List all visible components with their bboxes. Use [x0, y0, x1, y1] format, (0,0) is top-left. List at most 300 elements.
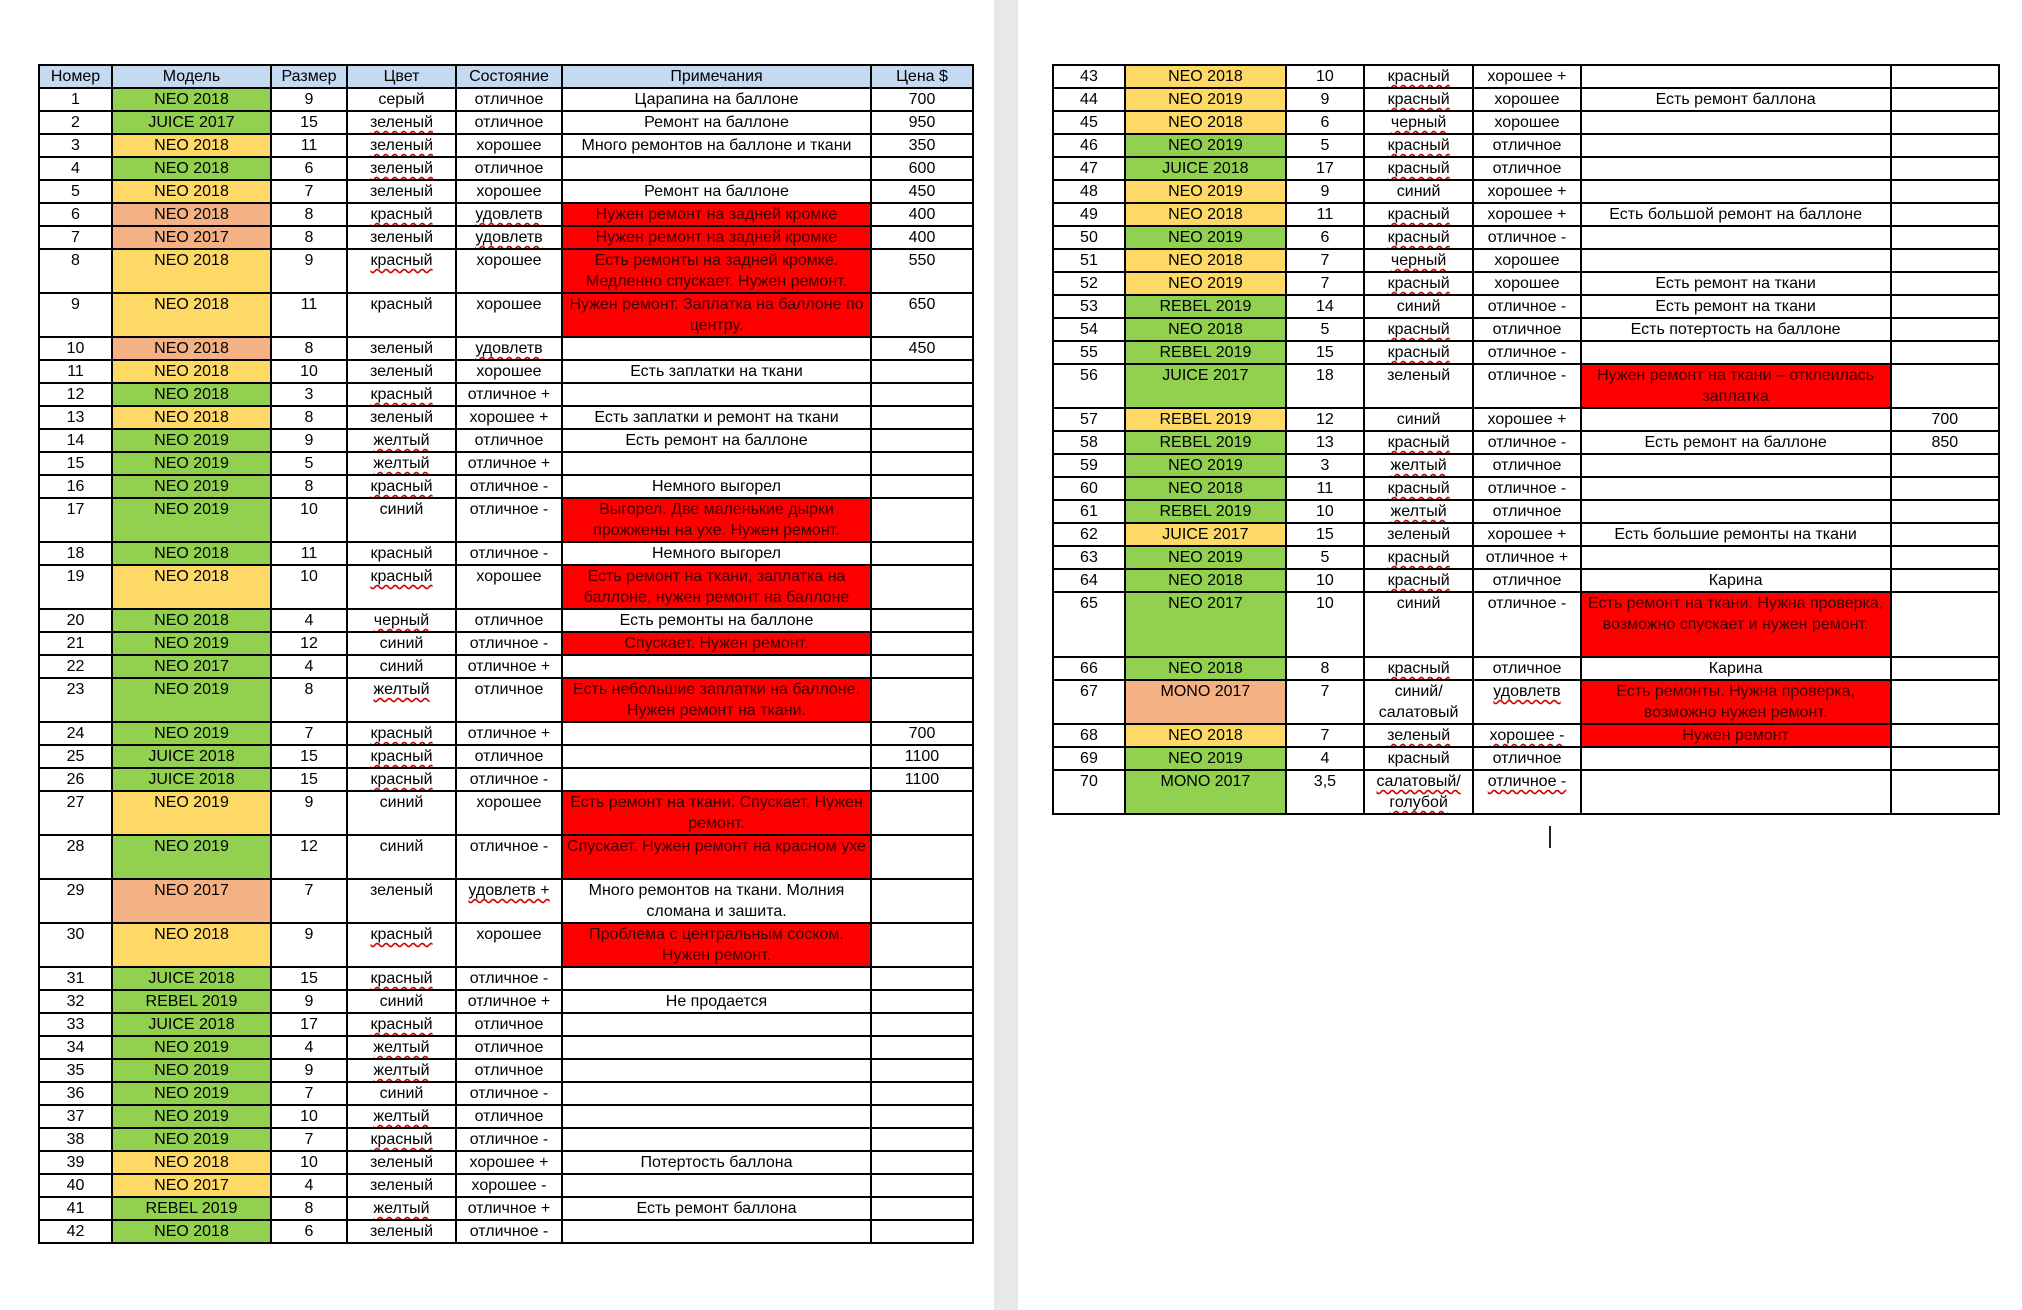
cell-number-text: 58 — [1080, 434, 1098, 451]
cell-price — [871, 609, 973, 632]
cell-condition — [456, 1082, 562, 1105]
cell-size — [1286, 724, 1364, 747]
cell-color — [347, 293, 456, 337]
cell-size-text: 15 — [300, 771, 318, 788]
cell-size — [1286, 680, 1364, 724]
cell-number — [39, 722, 112, 745]
cell-model — [1125, 569, 1286, 592]
cell-price-text: 700 — [1931, 411, 1959, 428]
cell-color — [347, 632, 456, 655]
cell-color-text: желтый — [1390, 503, 1447, 520]
cell-notes — [1581, 272, 1891, 295]
cell-price — [871, 791, 973, 835]
cell-color — [347, 542, 456, 565]
cell-number-text: 44 — [1080, 91, 1098, 108]
cell-color-text: зеленый — [369, 363, 434, 380]
cell-model — [1125, 500, 1286, 523]
cell-notes — [1581, 569, 1891, 592]
cell-size — [1286, 657, 1364, 680]
cell-model — [112, 1220, 271, 1243]
cell-notes — [1581, 111, 1891, 134]
cell-size-text: 5 — [1320, 137, 1330, 154]
table-row — [39, 791, 973, 835]
cell-model-text: NEO 2019 — [154, 838, 229, 855]
cell-condition-text: хорошее + — [469, 1154, 549, 1171]
cell-condition — [456, 475, 562, 498]
cell-number — [39, 226, 112, 249]
cell-color-text: красный — [370, 1131, 433, 1148]
cell-notes — [562, 722, 871, 745]
cell-color — [1364, 341, 1473, 364]
cell-number-text: 69 — [1080, 750, 1098, 767]
cell-number-text: 55 — [1080, 344, 1098, 361]
cell-size-text: 11 — [1316, 480, 1334, 497]
cell-condition-text: отличное - — [469, 838, 549, 855]
cell-size — [271, 429, 347, 452]
cell-condition-text: отличное - — [469, 501, 549, 518]
cell-model-text: NEO 2018 — [154, 206, 229, 223]
cell-color — [347, 111, 456, 134]
header-color: Цвет — [347, 65, 456, 88]
cell-model-text: NEO 2018 — [1168, 68, 1243, 85]
cell-number — [39, 1220, 112, 1243]
cell-size-text: 9 — [304, 91, 314, 108]
cell-color-text: красный — [370, 545, 433, 562]
cell-color — [347, 1128, 456, 1151]
cell-number — [1053, 770, 1125, 814]
cell-color-text: красный — [1387, 549, 1450, 566]
cell-number — [1053, 569, 1125, 592]
cell-color-text: зеленый — [1387, 727, 1451, 744]
cell-number-text: 51 — [1080, 252, 1098, 269]
cell-size — [271, 111, 347, 134]
cell-color — [347, 1036, 456, 1059]
cell-number-text: 40 — [66, 1177, 85, 1194]
cell-number — [39, 1197, 112, 1220]
cell-number-text: 57 — [1080, 411, 1098, 428]
cell-model — [112, 1197, 271, 1220]
cell-condition — [1473, 364, 1580, 408]
cell-notes — [1581, 226, 1891, 249]
cell-size-text: 7 — [304, 183, 314, 200]
cell-model — [112, 655, 271, 678]
cell-condition-text: хорошее - — [471, 1177, 547, 1194]
cell-condition — [456, 88, 562, 111]
cell-price — [871, 655, 973, 678]
cell-condition — [456, 967, 562, 990]
cell-size — [1286, 295, 1364, 318]
cell-color-text: синий — [1396, 411, 1441, 428]
cell-color — [347, 565, 456, 609]
cell-number — [39, 337, 112, 360]
cell-condition-text: отличное - — [469, 1131, 549, 1148]
cell-model-text: NEO 2018 — [1168, 572, 1243, 589]
table-row — [39, 1082, 973, 1105]
cell-number — [1053, 157, 1125, 180]
cell-number-text: 38 — [66, 1131, 85, 1148]
cell-price — [871, 360, 973, 383]
document-page-2 — [1018, 0, 2022, 1310]
cell-size-text: 9 — [304, 926, 314, 943]
cell-color-text: синий — [379, 1085, 424, 1102]
cell-number — [1053, 724, 1125, 747]
cell-number — [39, 452, 112, 475]
table-row — [39, 452, 973, 475]
cell-condition-text: хорошее — [1494, 252, 1560, 269]
table-row — [39, 429, 973, 452]
table-row — [1053, 408, 1999, 431]
cell-color — [1364, 770, 1473, 814]
cell-number — [39, 360, 112, 383]
cell-number-text: 15 — [66, 455, 85, 472]
cell-size — [271, 383, 347, 406]
cell-notes — [1581, 408, 1891, 431]
inventory-table-page-2 — [1052, 64, 2000, 815]
cell-number-text: 70 — [1080, 773, 1098, 790]
cell-number-text: 19 — [66, 568, 85, 585]
cell-model-text: NEO 2019 — [1168, 183, 1243, 200]
cell-number-text: 16 — [66, 478, 85, 495]
cell-price — [1891, 134, 1999, 157]
cell-number-text: 12 — [66, 386, 85, 403]
cell-size — [1286, 88, 1364, 111]
cell-color-text: черный — [1390, 252, 1447, 269]
cell-notes — [1581, 65, 1891, 88]
cell-color-text: красный — [370, 568, 433, 585]
cell-price — [871, 406, 973, 429]
cell-number — [39, 632, 112, 655]
cell-price-text: 600 — [908, 160, 936, 177]
cell-model-text: JUICE 2018 — [1162, 160, 1249, 177]
cell-notes — [562, 791, 871, 835]
table-row — [39, 923, 973, 967]
cell-number-text: 9 — [71, 296, 80, 313]
cell-condition — [1473, 747, 1580, 770]
cell-model — [112, 452, 271, 475]
cell-number — [1053, 431, 1125, 454]
cell-size — [271, 879, 347, 923]
cell-notes — [562, 678, 871, 722]
cell-notes — [562, 157, 871, 180]
cell-size — [1286, 592, 1364, 657]
cell-notes — [562, 1220, 871, 1243]
cell-color — [347, 655, 456, 678]
cell-color — [1364, 431, 1473, 454]
cell-size — [1286, 770, 1364, 814]
cell-price-text: 650 — [908, 296, 936, 313]
cell-model — [112, 967, 271, 990]
cell-color-text: синий — [379, 993, 424, 1010]
cell-color — [1364, 500, 1473, 523]
table-row — [1053, 134, 1999, 157]
cell-size — [271, 745, 347, 768]
cell-price-text: 1100 — [904, 771, 940, 788]
cell-size-text: 15 — [300, 970, 318, 987]
cell-model — [112, 134, 271, 157]
cell-color-text: красный — [370, 296, 433, 313]
cell-color — [347, 1105, 456, 1128]
cell-condition — [456, 157, 562, 180]
cell-color-text: зеленый — [369, 1223, 434, 1240]
cell-notes-text: Есть потертость на баллоне — [1630, 321, 1841, 338]
cell-number — [39, 1174, 112, 1197]
cell-number-text: 45 — [1080, 114, 1098, 131]
cell-condition — [1473, 226, 1580, 249]
cell-model-text: NEO 2018 — [154, 183, 229, 200]
cell-condition-text: отличное — [1492, 137, 1562, 154]
cell-notes-text: Есть большие ремонты на ткани — [1614, 526, 1857, 543]
cell-number — [39, 1013, 112, 1036]
cell-model — [1125, 680, 1286, 724]
cell-notes-text: Потертость баллона — [640, 1154, 793, 1171]
cell-size — [1286, 249, 1364, 272]
cell-size-text: 10 — [1316, 503, 1334, 520]
cell-condition — [456, 609, 562, 632]
cell-number — [1053, 408, 1125, 431]
cell-condition-text: отличное - — [1487, 595, 1567, 612]
cell-price — [871, 203, 973, 226]
cell-notes — [562, 452, 871, 475]
cell-notes-text: Выгорел. Две маленькие дырки прожжены на ухе. Нужен ремонт. — [593, 501, 840, 539]
cell-condition — [1473, 65, 1580, 88]
cell-size — [271, 249, 347, 293]
cell-notes-text: Есть ремонт баллона — [636, 1200, 797, 1217]
cell-condition — [456, 722, 562, 745]
cell-model — [1125, 657, 1286, 680]
cell-size — [271, 1082, 347, 1105]
cell-color-text: красный — [1387, 344, 1450, 361]
table-row — [39, 249, 973, 293]
cell-size — [271, 337, 347, 360]
cell-size-text: 9 — [304, 794, 314, 811]
cell-number — [39, 542, 112, 565]
cell-color-text: зеленый — [369, 183, 434, 200]
cell-condition — [456, 337, 562, 360]
cell-condition — [1473, 272, 1580, 295]
cell-number-text: 3 — [71, 137, 80, 154]
cell-color-text: зеленый — [369, 137, 434, 154]
cell-condition — [456, 226, 562, 249]
cell-number — [1053, 249, 1125, 272]
cell-size — [271, 791, 347, 835]
cell-size-text: 10 — [300, 1154, 318, 1171]
cell-color — [347, 429, 456, 452]
cell-size — [1286, 747, 1364, 770]
cell-price-text: 700 — [908, 91, 936, 108]
cell-size-text: 18 — [1316, 367, 1334, 384]
cell-color-text: серый — [378, 91, 425, 108]
cell-condition-text: отличное - — [1487, 773, 1567, 790]
cell-condition-text: удовлетв — [1493, 683, 1561, 700]
cell-color-text: зеленый — [369, 1154, 434, 1171]
cell-notes — [562, 879, 871, 923]
cell-color — [347, 678, 456, 722]
cell-color-text: зеленый — [369, 409, 434, 426]
cell-price — [1891, 770, 1999, 814]
cell-color-text: синий — [379, 658, 424, 675]
cell-number — [39, 678, 112, 722]
cell-model-text: NEO 2017 — [154, 1177, 229, 1194]
cell-price-text: 450 — [908, 183, 936, 200]
cell-model-text: REBEL 2019 — [1159, 411, 1252, 428]
cell-number — [1053, 500, 1125, 523]
cell-model-text: NEO 2018 — [1168, 252, 1243, 269]
cell-size — [271, 609, 347, 632]
cell-number — [1053, 364, 1125, 408]
cell-size-text: 6 — [304, 160, 314, 177]
cell-model — [1125, 88, 1286, 111]
cell-price — [871, 1174, 973, 1197]
cell-condition-text: отличное — [474, 1039, 544, 1056]
cell-model-text: NEO 2018 — [154, 409, 229, 426]
cell-condition — [456, 1197, 562, 1220]
cell-size — [271, 1197, 347, 1220]
cell-model — [112, 565, 271, 609]
cell-model-text: NEO 2018 — [154, 1154, 229, 1171]
cell-color — [347, 791, 456, 835]
cell-number — [39, 791, 112, 835]
cell-condition-text: отличное — [474, 748, 544, 765]
cell-number — [39, 1105, 112, 1128]
cell-model — [1125, 431, 1286, 454]
cell-color — [1364, 65, 1473, 88]
cell-color — [347, 1220, 456, 1243]
cell-model-text: NEO 2019 — [154, 501, 229, 518]
cell-number — [39, 249, 112, 293]
table-row — [1053, 88, 1999, 111]
cell-size — [1286, 341, 1364, 364]
cell-number — [1053, 477, 1125, 500]
cell-price — [871, 565, 973, 609]
cell-notes-text: Нужен ремонт на ткани – отклеилась заплатка — [1597, 367, 1875, 405]
cell-size-text: 12 — [300, 838, 318, 855]
cell-condition — [1473, 770, 1580, 814]
cell-condition — [1473, 134, 1580, 157]
cell-model-text: NEO 2019 — [1168, 137, 1243, 154]
cell-model — [1125, 318, 1286, 341]
cell-notes-text: Спускает. Нужен ремонт. — [624, 635, 809, 652]
cell-notes-text: Проблема с центральным соском. Нужен ремонт. — [589, 926, 844, 964]
cell-number — [39, 111, 112, 134]
cell-number-text: 8 — [71, 252, 80, 269]
cell-price — [871, 383, 973, 406]
cell-color-text: черный — [373, 612, 430, 629]
cell-size — [271, 1174, 347, 1197]
cell-number-text: 20 — [66, 612, 85, 629]
cell-model-text: NEO 2019 — [154, 432, 229, 449]
cell-color-text: красный — [370, 206, 433, 223]
cell-number-text: 61 — [1080, 503, 1098, 520]
cell-notes — [562, 1151, 871, 1174]
cell-condition — [456, 1105, 562, 1128]
cell-notes-text: Есть большой ремонт на баллоне — [1609, 206, 1862, 223]
cell-price — [871, 429, 973, 452]
cell-notes — [1581, 88, 1891, 111]
table-row — [39, 498, 973, 542]
cell-notes — [1581, 592, 1891, 657]
cell-size — [271, 1105, 347, 1128]
cell-size — [271, 1151, 347, 1174]
cell-color — [347, 1197, 456, 1220]
cell-model — [112, 1174, 271, 1197]
cell-number — [1053, 523, 1125, 546]
cell-color — [1364, 157, 1473, 180]
cell-price-text: 450 — [908, 340, 936, 357]
cell-color-text: красный — [370, 1016, 433, 1033]
cell-size-text: 10 — [300, 501, 318, 518]
cell-condition — [456, 1128, 562, 1151]
table-row — [39, 293, 973, 337]
cell-model-text: NEO 2019 — [1168, 229, 1243, 246]
cell-condition-text: отличное — [1492, 160, 1562, 177]
cell-number-text: 17 — [66, 501, 85, 518]
cell-price — [871, 1197, 973, 1220]
cell-number — [1053, 203, 1125, 226]
cell-color — [1364, 592, 1473, 657]
cell-size — [271, 1036, 347, 1059]
cell-number — [39, 923, 112, 967]
cell-price — [871, 1013, 973, 1036]
cell-notes — [562, 1174, 871, 1197]
cell-color-text: черный — [1390, 114, 1447, 131]
cell-color-text: красный — [1387, 572, 1450, 589]
cell-condition — [1473, 341, 1580, 364]
table-row — [39, 609, 973, 632]
cell-condition — [1473, 546, 1580, 569]
cell-condition-text: отличное — [474, 160, 544, 177]
cell-condition — [1473, 431, 1580, 454]
cell-size — [271, 967, 347, 990]
cell-condition-text: удовлетв — [475, 206, 543, 223]
cell-condition — [456, 134, 562, 157]
cell-model-text: REBEL 2019 — [145, 1200, 238, 1217]
cell-size — [271, 226, 347, 249]
cell-condition-text: хорошее + — [1487, 68, 1567, 85]
cell-notes-text: Нужен ремонт. Заплатка на баллоне по центру. — [569, 296, 864, 334]
cell-size — [271, 293, 347, 337]
cell-number-text: 24 — [66, 725, 85, 742]
cell-price — [1891, 295, 1999, 318]
cell-model-text: NEO 2018 — [1168, 321, 1243, 338]
cell-condition — [456, 406, 562, 429]
cell-size — [1286, 408, 1364, 431]
cell-model-text: NEO 2019 — [154, 794, 229, 811]
cell-notes — [1581, 157, 1891, 180]
cell-model — [112, 180, 271, 203]
cell-model — [1125, 454, 1286, 477]
cell-notes-text: Ремонт на баллоне — [644, 114, 789, 131]
cell-price — [1891, 523, 1999, 546]
cell-price — [1891, 592, 1999, 657]
cell-model — [1125, 111, 1286, 134]
cell-number — [39, 1059, 112, 1082]
cell-size — [271, 768, 347, 791]
cell-price — [871, 923, 973, 967]
cell-notes — [1581, 747, 1891, 770]
cell-color-text: красный — [1387, 68, 1450, 85]
cell-model-text: JUICE 2017 — [148, 114, 235, 131]
cell-price — [871, 452, 973, 475]
cell-number — [1053, 341, 1125, 364]
cell-condition — [1473, 111, 1580, 134]
cell-number-text: 23 — [66, 681, 85, 698]
cell-price — [871, 1036, 973, 1059]
cell-condition — [1473, 680, 1580, 724]
cell-size-text: 5 — [1320, 321, 1330, 338]
cell-notes — [562, 1059, 871, 1082]
cell-notes-text: Не продается — [665, 993, 768, 1010]
cell-size-text: 10 — [300, 363, 318, 380]
